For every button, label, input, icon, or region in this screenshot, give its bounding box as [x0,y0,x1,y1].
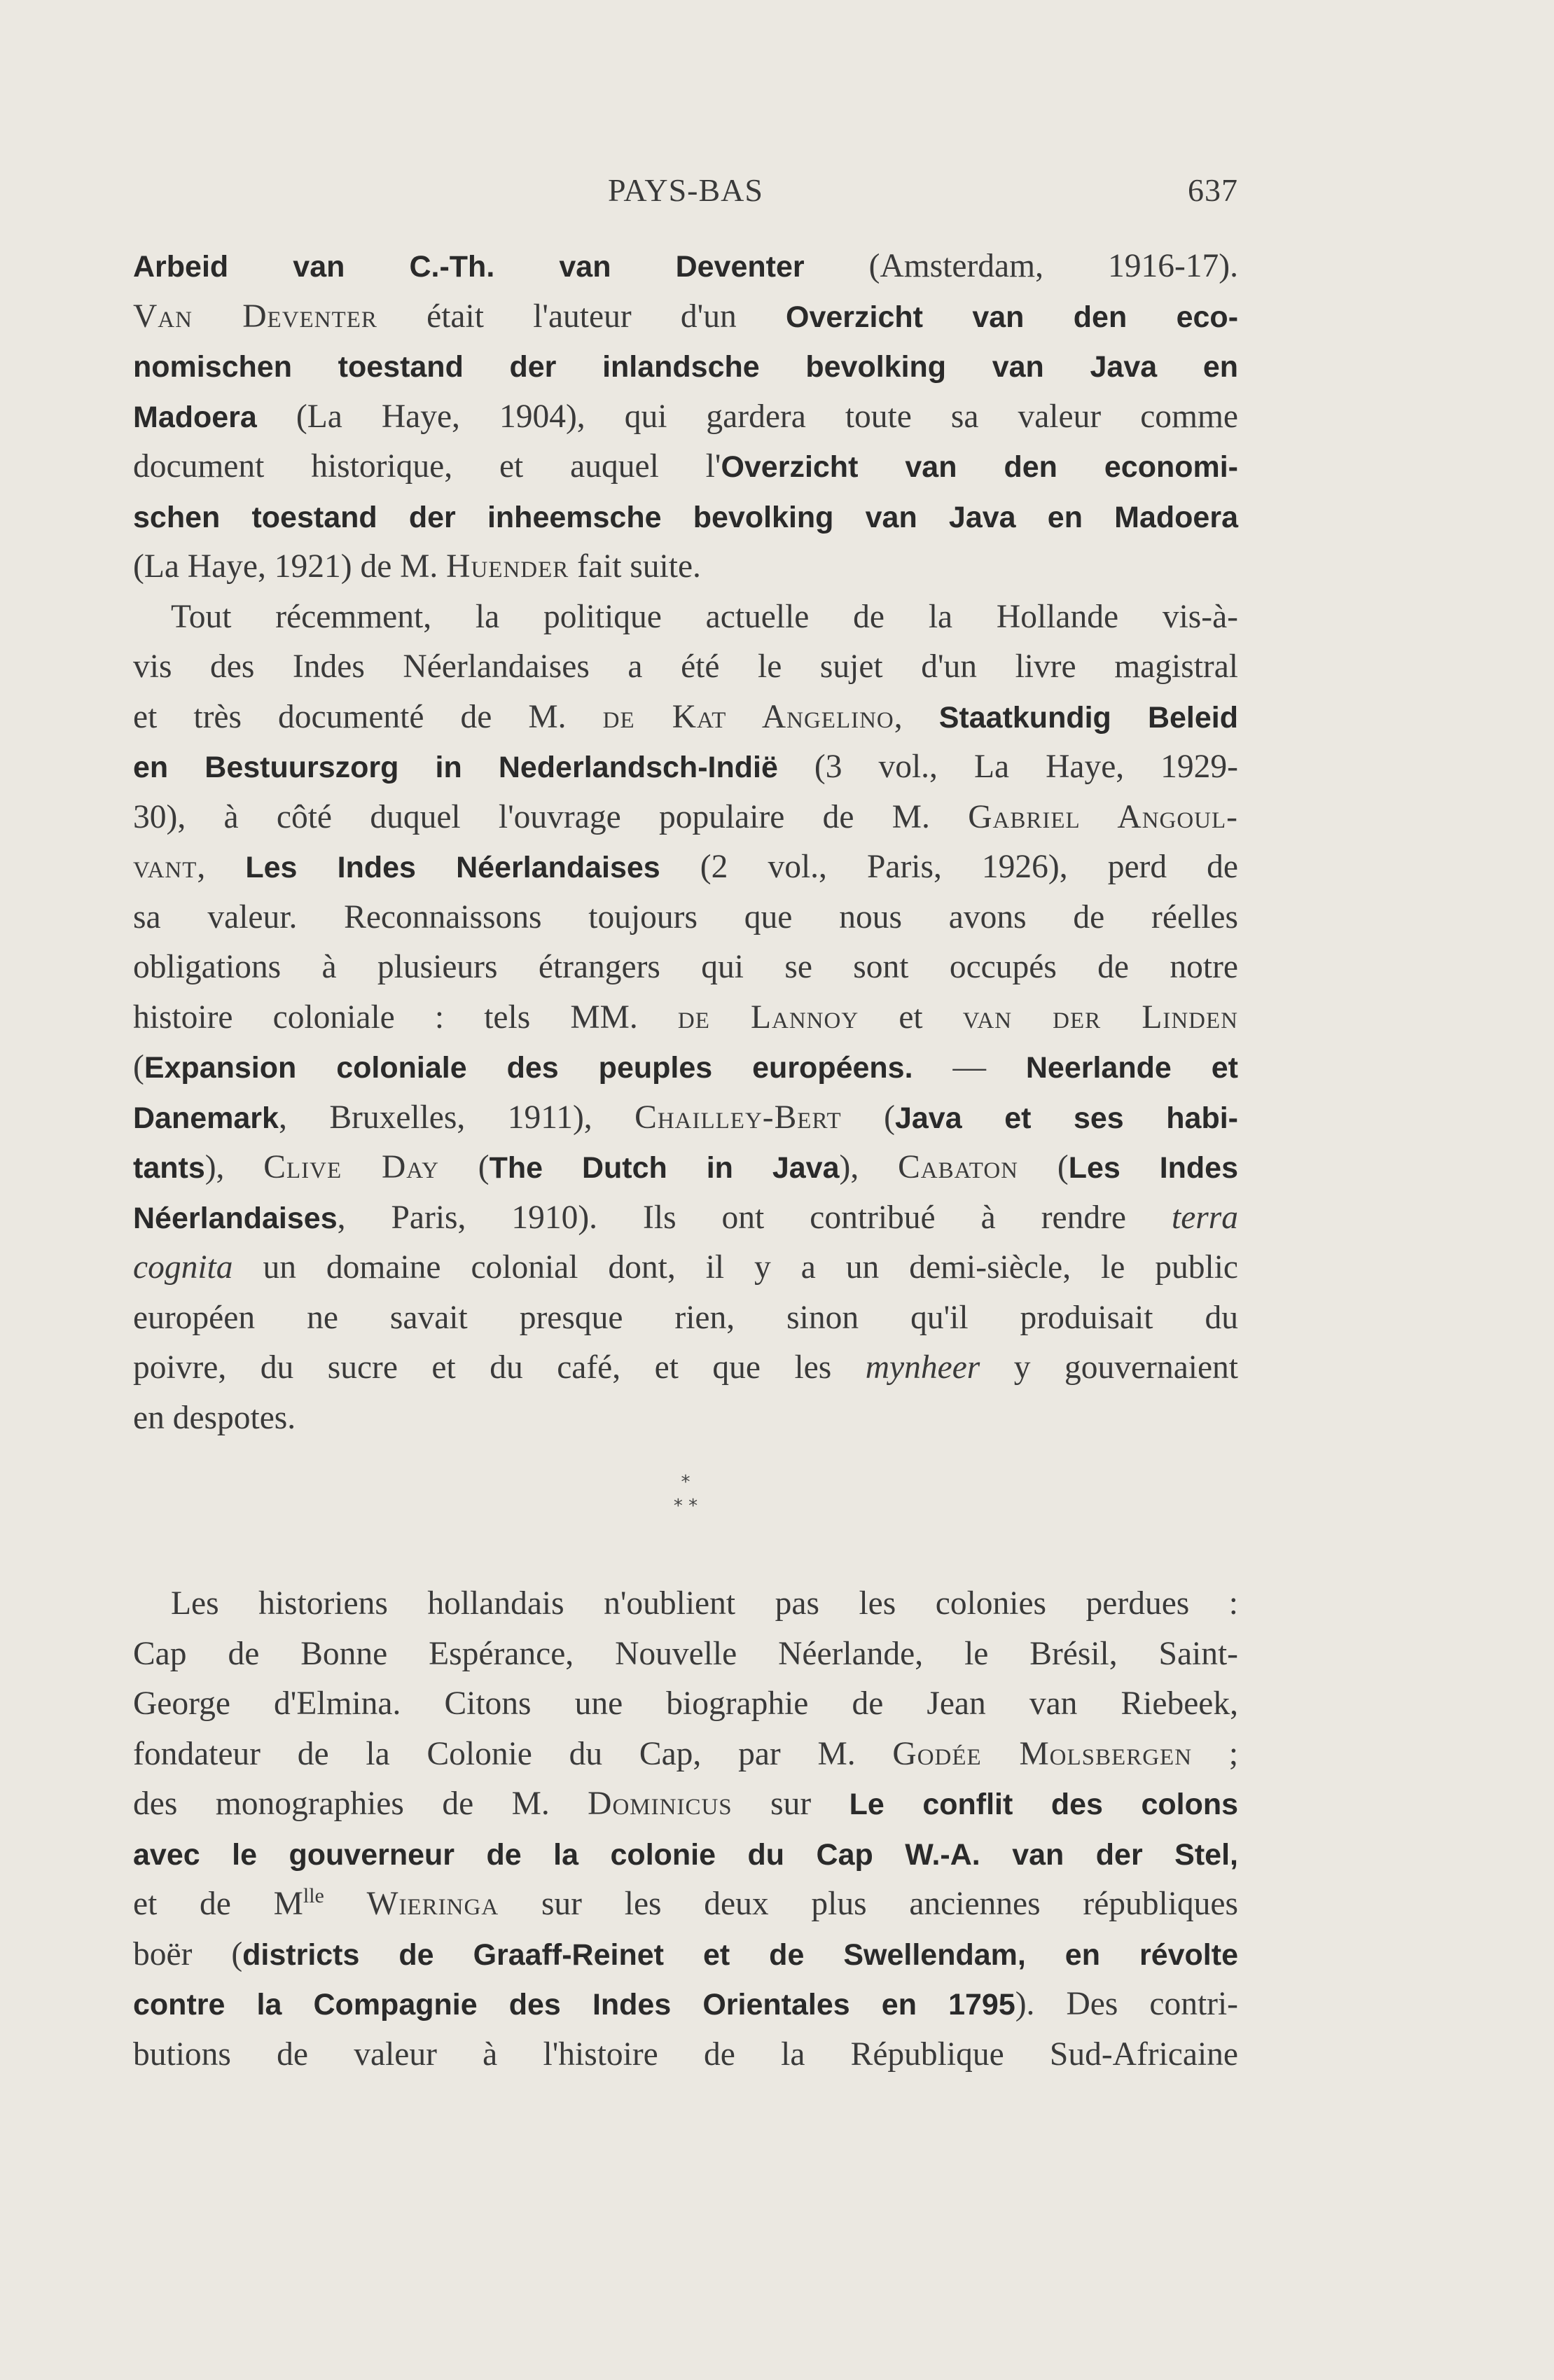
author-name: Cabaton [898,1149,1018,1185]
text-line [133,1930,1238,1980]
text-line [133,1629,1238,1680]
work-title: Danemark [133,1101,279,1135]
text: était l'auteur d'un [426,298,737,335]
text: (La Haye, 1921) de M. [133,548,438,585]
text: y gouvernaient [1013,1349,1239,1386]
text-line [133,292,1238,342]
text: George d'Elmina. Citons une biographie de Jean van Riebeek, [133,1685,1238,1722]
superscript: lle [303,1884,324,1908]
text-line [133,642,1238,693]
text: document historique, et auquel l' [133,448,721,485]
main-text [133,242,1238,1443]
text-line [133,1730,1238,1780]
page-number: 637 [1188,172,1238,208]
text-line [133,793,1238,843]
work-title: contre la Compagnie des Indes Orientales en 1795 [133,1988,1015,2021]
author-name: van der Linden [962,998,1238,1036]
work-title: Arbeid van C.-Th. van Deventer [133,250,805,284]
text: butions de valeur à l'histoire de la République Sud-Africaine [133,2035,1238,2073]
text: Les historiens hollandais n'oublient pas les colonies perdues : [171,1585,1238,1622]
author-name: vant [133,849,197,885]
text: ( [884,1099,895,1136]
text-line [133,942,1238,993]
text: ( [133,1049,144,1085]
text: ), [839,1149,859,1185]
text-line [133,1293,1238,1344]
text: européen ne savait presque rien, sinon qu'il produisait du [133,1299,1238,1336]
text: sa valeur. Reconnaissons toujours que nous avons de réelles [133,898,1238,935]
italic-text: cognita [133,1249,233,1286]
text: — [952,1049,986,1085]
author-name: Huender [446,548,569,585]
text-line [133,542,1238,592]
text-line [133,1393,1238,1444]
work-title: Staatkundig Beleid [938,700,1239,735]
text: un domaine colonial dont, il y a un demi-siècle, le public [263,1249,1239,1286]
separator-stars-top: * [681,1472,691,1493]
italic-text: mynheer [865,1349,980,1386]
text-line [133,1830,1238,1880]
work-title: Expansion coloniale des peuples européens. [144,1051,913,1085]
text: , Bruxelles, 1911), [278,1099,592,1136]
text-line [133,2030,1238,2080]
text: poivre, du sucre et du café, et que les [133,1349,832,1386]
text-line [133,1243,1238,1293]
text-line [133,242,1238,292]
work-title: en Bestuurszorg in Nederlandsch-Indië [133,751,778,784]
text-line [133,1979,1238,2030]
author-name: Clive Day [263,1149,439,1185]
text: ), [204,1149,225,1185]
text: et [899,998,923,1036]
work-title: tants [133,1151,205,1185]
work-title: Le conflit des colons [849,1788,1239,1821]
text: ( [478,1149,490,1185]
text: , [894,698,903,735]
text-line [133,1579,1238,1629]
text-line [133,993,1238,1043]
text-line [133,842,1238,893]
author-name: Dominicus [588,1786,733,1822]
text-line [133,893,1238,943]
text-line [133,342,1238,392]
work-title: Overzicht van den eco- [786,300,1239,334]
text: (3 vol., La Haye, 1929- [814,749,1239,785]
author-name: Wieringa [366,1886,499,1922]
text-line [133,1343,1238,1393]
text-line [133,592,1238,643]
text: et de M [133,1886,303,1922]
author-name: Godée Molsbergen [892,1735,1193,1772]
text: fait suite. [577,548,701,585]
text-line [133,492,1238,543]
author-name: de Kat Angelino [602,698,894,735]
text: histoire coloniale : tels MM. [133,998,638,1036]
text: , Paris, 1910). Ils ont contribué à rendre [337,1199,1126,1236]
text: , [197,849,206,885]
work-title: The Dutch in Java [489,1151,840,1185]
text: ; [1228,1735,1239,1772]
text: boër ( [133,1935,243,1972]
text: 30), à côté duquel l'ouvrage populaire de M. [133,798,930,835]
text-line [133,392,1238,443]
work-title: Neerlande et [1025,1051,1238,1085]
text: fondateur de la Colonie du Cap, par M. [133,1735,856,1772]
text-line [133,1679,1238,1730]
work-title: avec le gouverneur de la colonie du Cap W.-A. van der Stel, [133,1837,1238,1872]
text: en despotes. [133,1399,296,1436]
running-title: PAYS-BAS [608,172,763,208]
work-title: schen toestand der inheemsche bevolking van Java en Madoera [133,500,1238,534]
work-title: Les Indes [1068,1151,1239,1185]
separator-stars-bottom: * * [673,1496,698,1517]
work-title: Overzicht van den economi- [721,450,1238,484]
text: vis des Indes Néerlandaises a été le sujet d'un livre magistral [133,648,1238,685]
work-title: Les Indes Néerlandaises [245,851,660,884]
text: ). Des contri- [1015,1986,1238,2022]
text-line [133,442,1238,492]
author-name: de Lannoy [677,998,859,1036]
work-title: districts de Graaff-Reinet et de Swellendam, en révolte [242,1937,1238,1972]
text-line [133,1879,1238,1930]
work-title: nomischen toestand der inlandsche bevolking van Java en [133,350,1238,384]
text: Tout récemment, la politique actuelle de la Hollande vis-à- [171,598,1238,635]
text: (La Haye, 1904), qui gardera toute sa valeur comme [296,398,1238,435]
text-line [133,1043,1238,1093]
text: obligations à plusieurs étrangers qui se sont occupés de notre [133,949,1238,985]
italic-text: terra [1172,1199,1238,1236]
work-title: Madoera [133,400,257,434]
main-text-section-2 [133,1579,1238,2080]
author-name: Chailley-Bert [634,1099,842,1136]
author-name: Van Deventer [133,298,377,335]
section-separator [133,1470,1238,1518]
text-line [133,1193,1238,1244]
text-line [133,742,1238,793]
text-line [133,1143,1238,1193]
text: Cap de Bonne Espérance, Nouvelle Néerlande, le Brésil, Saint- [133,1635,1238,1672]
text: (Amsterdam, 1916-17). [868,248,1238,284]
text: sur [770,1786,812,1822]
text-line [133,1093,1238,1143]
text: sur les deux plus anciennes républiques [541,1886,1239,1922]
work-title: Néerlandaises [133,1201,338,1235]
text: (2 vol., Paris, 1926), perd de [700,849,1239,885]
work-title: Java et ses habi- [894,1101,1238,1135]
text: des monographies de M. [133,1786,550,1822]
text: ( [1057,1149,1069,1185]
text-line [133,693,1238,743]
page-header [133,172,1238,214]
text: et très documenté de M. [133,698,567,735]
author-name: Gabriel Angoul- [968,798,1238,835]
text-line [133,1779,1238,1830]
